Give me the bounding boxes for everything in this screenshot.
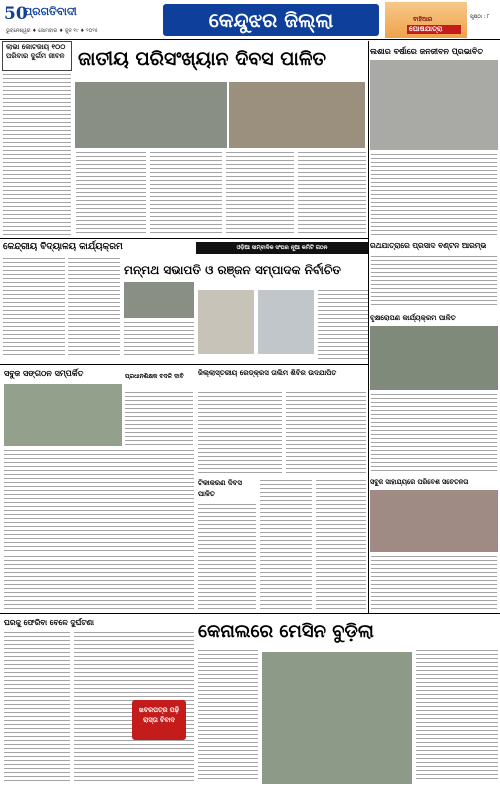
main-headline: ମନ୍ମଥ ସଭାପତି ଓ ରଞ୍ଜନ ସମ୍ପାଦକ ନିର୍ବାଚିତ [124,258,368,282]
rule-2 [0,364,368,365]
paper-name: ପ୍ରଗତିବାଦୀ [24,5,77,18]
ad-line2: ଘୋଷଯାତ୍ରା [407,25,461,34]
right-headline: ଲଶାର ବର୍ଷାରେ ଜନଜୀବନ ପ୍ରଭାବିତ [370,47,484,56]
rule-v1 [368,41,369,613]
portrait-secretary [258,290,314,354]
school-text-col1 [3,258,65,358]
ad-line1: ବାହିଆର [413,16,433,23]
lead-text-col1 [76,152,146,234]
redcross-text-col2 [286,392,366,474]
lead-text-col4 [298,152,366,234]
mid-headline: ପ୍ରଧାନଶିକ୍ଷକ ବଦଳି ଦାବି [125,373,184,380]
green-text-2 [4,556,194,612]
kicker-bar [196,242,368,254]
vaccine-text-col2 [260,480,312,610]
canal-photo [262,652,412,784]
side-headline: ଲାଭା କୋଟଜାୟ ୧୦୦ ପରିବାର ଦୁର୍ଗମ ଜୀବନ [6,43,66,60]
portrait-president [198,290,254,354]
lead-text-col3 [226,152,294,234]
anniversary-logo [4,4,28,26]
vaccine-text-col3 [316,480,366,610]
awareness-photo [370,490,498,552]
school-text-col2 [68,258,120,358]
rain-photo [370,60,498,150]
main-text-col2 [318,290,368,360]
lead-photo-left [75,82,227,148]
right-headline-3: ବୃକ୍ଷରୋପଣ କାର୍ଯ୍ୟକ୍ରମ ପାଳିତ [370,314,456,322]
right-headline-4: ସବୁଜ ସାହାଯ୍ୟରେ ପରିବେଶ ସଚେତନତା [370,478,469,486]
side-headline-box [2,41,72,71]
rule-3 [0,613,500,614]
green-photo [4,384,122,446]
vaccine-headline: ଟିକାକରଣ ଦିବସ ପାଳିତ [198,479,242,498]
green-text [4,450,194,552]
bottom-left-text [4,632,70,782]
date-line: ଭୁବନେଶ୍ୱର ♦ ସୋମବାର ♦ ଜୁନ ୧୯ ♦ ୨୦୨୫ [6,28,98,34]
rule-1 [0,238,368,239]
masthead-rule [0,39,500,40]
page-label: ପୃଷ୍ଠା : ୮ [470,14,490,20]
right-story-text [371,154,497,238]
lead-text-col2 [150,152,222,234]
redcross-text-col1 [198,392,282,474]
ad-box [385,2,467,38]
badge-text: ଖବରପତ୍ର ପଢ଼ି ରାସ୍ତା ବିବାଦ [138,706,180,724]
canal-headline: କେନାଲରେ ମେସିନ ବୁଡ଼ିଲା [198,621,374,642]
plantation-photo [370,326,498,390]
school-headline: କେନ୍ଦ୍ରୀୟ ବିଦ୍ୟାଳୟ କାର୍ଯ୍ୟକ୍ରମ [3,242,123,252]
right-story2-text [371,256,497,308]
canal-text-col2 [416,650,498,782]
badge-box [132,700,186,740]
mid-text [125,392,193,446]
masthead [0,0,500,40]
right-story4-text [371,556,497,612]
lead-headline: ଜାତୀୟ ପରିସଂଖ୍ୟାନ ଦିବସ ପାଳିତ [78,48,327,70]
kicker-text: ଓଡ଼ିଆ ସାମ୍ବାଦିକ ସଂଘର ନୂଆ କମିଟି ଗଠନ [236,245,328,251]
anniversary-number: 50 [4,4,28,24]
side-story-text [3,74,71,236]
green-headline: ସବୁଜ ସଙ୍ଗଠନ ସମ୍ପର୍କିତ [4,369,84,378]
vaccine-text-col1 [198,504,256,610]
canal-text-col1 [198,650,258,782]
bottom-left-headline: ଘରକୁ ଫେରିବା ବେଳେ ଦୁର୍ଘଟଣା [4,618,94,627]
right-story3-text [371,394,497,472]
section-title-banner [163,4,379,36]
section-title: କେନ୍ଦୁଝର ଜିଲ୍ଲା [208,8,334,32]
redcross-headline: ଜିଲ୍ଲାସ୍ତରୀୟ ରେଡ୍‌କ୍ରସ ତାଲିମ ଶିବିର ଉଦଯାପିତ [198,369,337,377]
lead-photo-right [229,82,365,148]
right-headline-2: ରଥଯାତ୍ରାରେ ପ୍ରସାଦ ବଣ୍ଟନ ଆରମ୍ଭ [370,241,487,250]
